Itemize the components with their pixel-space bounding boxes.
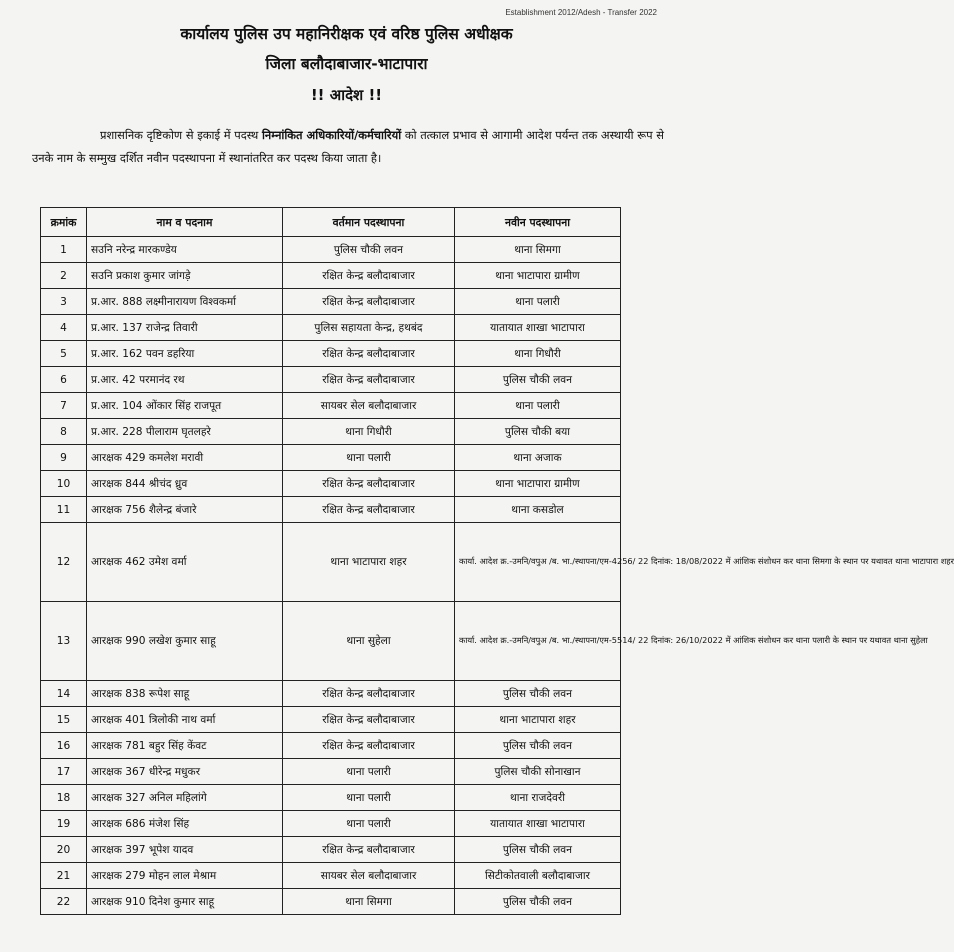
header-current-posting: वर्तमान पदस्थापना	[283, 208, 455, 237]
table-row	[41, 785, 621, 811]
current-posting-cell: रक्षित केन्द्र बलौदाबाजार	[283, 263, 455, 289]
serial-cell: 19	[41, 811, 87, 837]
new-posting-cell: पुलिस चौकी लवन	[455, 681, 621, 707]
table-row	[41, 341, 621, 367]
current-posting-cell: सायबर सेल बलौदाबाजार	[283, 863, 455, 889]
new-posting-cell: थाना भाटापारा ग्रामीण	[455, 263, 621, 289]
name-cell: आरक्षक 990 लखेश कुमार साहू	[87, 602, 283, 681]
table-row	[41, 759, 621, 785]
table-row	[41, 289, 621, 315]
new-posting-cell: थाना अजाक	[455, 445, 621, 471]
name-cell: प्र.आर. 162 पवन डहरिया	[87, 341, 283, 367]
name-cell: आरक्षक 279 मोहन लाल मेश्राम	[87, 863, 283, 889]
serial-cell: 18	[41, 785, 87, 811]
table-row	[41, 602, 621, 681]
name-cell: आरक्षक 910 दिनेश कुमार साहू	[87, 889, 283, 915]
new-posting-cell: पुलिस चौकी लवन	[455, 837, 621, 863]
header-serial: क्रमांक	[41, 208, 87, 237]
table-row	[41, 237, 621, 263]
serial-cell: 9	[41, 445, 87, 471]
current-posting-cell: थाना पलारी	[283, 811, 455, 837]
table-row	[41, 497, 621, 523]
new-posting-cell: पुलिस चौकी लवन	[455, 367, 621, 393]
serial-cell: 6	[41, 367, 87, 393]
name-cell: आरक्षक 844 श्रीचंद ध्रुव	[87, 471, 283, 497]
table-row	[41, 811, 621, 837]
new-posting-cell: थाना भाटापारा ग्रामीण	[455, 471, 621, 497]
current-posting-cell: रक्षित केन्द्र बलौदाबाजार	[283, 341, 455, 367]
new-posting-cell: सिटीकोतवाली बलौदाबाजार	[455, 863, 621, 889]
new-posting-cell: थाना भाटापारा शहर	[455, 707, 621, 733]
name-cell: प्र.आर. 104 ओंकार सिंह राजपूत	[87, 393, 283, 419]
new-posting-cell: थाना सिमगा	[455, 237, 621, 263]
serial-cell: 13	[41, 602, 87, 681]
table-row	[41, 315, 621, 341]
establishment-tag: Establishment 2012/Adesh - Transfer 2022	[505, 8, 657, 17]
header-name: नाम व पदनाम	[87, 208, 283, 237]
header-new-posting: नवीन पदस्थापना	[455, 208, 621, 237]
intro-paragraph	[32, 124, 664, 170]
current-posting-cell: थाना गिधौरी	[283, 419, 455, 445]
name-cell: प्र.आर. 228 पीलाराम घृतलहरे	[87, 419, 283, 445]
serial-cell: 8	[41, 419, 87, 445]
name-cell: आरक्षक 429 कमलेश मरावी	[87, 445, 283, 471]
intro-text-1: प्रशासनिक दृष्टिकोण से इकाई में पदस्थ	[100, 128, 262, 142]
transfer-table	[40, 207, 954, 915]
current-posting-cell: थाना पलारी	[283, 445, 455, 471]
serial-cell: 21	[41, 863, 87, 889]
serial-cell: 11	[41, 497, 87, 523]
serial-cell: 22	[41, 889, 87, 915]
table-row	[41, 889, 621, 915]
current-posting-cell: रक्षित केन्द्र बलौदाबाजार	[283, 733, 455, 759]
intro-bold-text: निम्नांकित अधिकारियों/कर्मचारियों	[261, 128, 402, 142]
current-posting-cell: रक्षित केन्द्र बलौदाबाजार	[283, 471, 455, 497]
table-row	[41, 837, 621, 863]
table-row	[41, 445, 621, 471]
intro-text-2: को तत्काल प्रभाव से आगामी आदेश पर्यन्त तक अस्थायी रूप से उनके नाम के सम्मुख दर्शित नवीन पदस्थापना में स्थानांतरित कर पदस्थ किया जाता है।	[32, 128, 664, 165]
serial-cell: 20	[41, 837, 87, 863]
district-heading: जिला बलौदाबाजार-भाटापारा	[265, 55, 428, 73]
serial-cell: 4	[41, 315, 87, 341]
name-cell: आरक्षक 756 शैलेन्द्र बंजारे	[87, 497, 283, 523]
serial-cell: 14	[41, 681, 87, 707]
table-row	[41, 471, 621, 497]
new-posting-cell: थाना पलारी	[455, 393, 621, 419]
serial-cell: 17	[41, 759, 87, 785]
name-cell: प्र.आर. 137 राजेन्द्र तिवारी	[87, 315, 283, 341]
current-posting-cell: पुलिस चौकी लवन	[283, 237, 455, 263]
table-row	[41, 733, 621, 759]
serial-cell: 16	[41, 733, 87, 759]
name-cell: प्र.आर. 42 परमानंद रथ	[87, 367, 283, 393]
table-header-row	[41, 208, 621, 237]
current-posting-cell: रक्षित केन्द्र बलौदाबाजार	[283, 707, 455, 733]
current-posting-cell: रक्षित केन्द्र बलौदाबाजार	[283, 289, 455, 315]
name-cell: आरक्षक 781 बहुर सिंह केंवट	[87, 733, 283, 759]
current-posting-cell: थाना पलारी	[283, 759, 455, 785]
serial-cell: 5	[41, 341, 87, 367]
table-row	[41, 523, 621, 602]
name-cell: आरक्षक 327 अनिल महिलांगे	[87, 785, 283, 811]
new-posting-cell: थाना पलारी	[455, 289, 621, 315]
serial-cell: 15	[41, 707, 87, 733]
table-row	[41, 419, 621, 445]
new-posting-cell: पुलिस चौकी बया	[455, 419, 621, 445]
table-row	[41, 681, 621, 707]
new-posting-cell: थाना कसडोल	[455, 497, 621, 523]
name-cell: आरक्षक 838 रूपेश साहू	[87, 681, 283, 707]
order-heading: !! आदेश !!	[310, 86, 383, 104]
current-posting-cell: थाना पलारी	[283, 785, 455, 811]
table-row	[41, 393, 621, 419]
table-row	[41, 863, 621, 889]
current-posting-cell: थाना भाटापारा शहर	[283, 523, 455, 602]
serial-cell: 12	[41, 523, 87, 602]
serial-cell: 3	[41, 289, 87, 315]
current-posting-cell: थाना सिमगा	[283, 889, 455, 915]
serial-cell: 1	[41, 237, 87, 263]
table-row	[41, 707, 621, 733]
current-posting-cell: रक्षित केन्द्र बलौदाबाजार	[283, 837, 455, 863]
new-posting-cell: पुलिस चौकी लवन	[455, 889, 621, 915]
new-posting-cell: यातायात शाखा भाटापारा	[455, 811, 621, 837]
current-posting-cell: रक्षित केन्द्र बलौदाबाजार	[283, 367, 455, 393]
name-cell: सउनि नरेन्द्र मारकण्डेय	[87, 237, 283, 263]
current-posting-cell: रक्षित केन्द्र बलौदाबाजार	[283, 497, 455, 523]
name-cell: सउनि प्रकाश कुमार जांगड़े	[87, 263, 283, 289]
new-posting-cell: पुलिस चौकी लवन	[455, 733, 621, 759]
new-posting-cell: पुलिस चौकी सोनाखान	[455, 759, 621, 785]
name-cell: आरक्षक 397 भूपेश यादव	[87, 837, 283, 863]
current-posting-cell: पुलिस सहायता केन्द्र, हथबंद	[283, 315, 455, 341]
current-posting-cell: सायबर सेल बलौदाबाजार	[283, 393, 455, 419]
serial-cell: 2	[41, 263, 87, 289]
new-posting-cell: कार्या. आदेश क्र.-उमनि/वपुअ /ब. भा./स्थापना/एम-4256/ 22 दिनांक: 18/08/2022 में आंशिक संशोधन कर थाना सिमगा के स्थान पर यथावत थाना भाटापारा शहर	[455, 523, 621, 602]
current-posting-cell: थाना सुहेला	[283, 602, 455, 681]
table-row	[41, 367, 621, 393]
name-cell: आरक्षक 401 त्रिलोकी नाथ वर्मा	[87, 707, 283, 733]
current-posting-cell: रक्षित केन्द्र बलौदाबाजार	[283, 681, 455, 707]
serial-cell: 7	[41, 393, 87, 419]
name-cell: प्र.आर. 888 लक्ष्मीनारायण विश्वकर्मा	[87, 289, 283, 315]
new-posting-cell: यातायात शाखा भाटापारा	[455, 315, 621, 341]
new-posting-cell: थाना राजदेवरी	[455, 785, 621, 811]
new-posting-cell: कार्या. आदेश क्र.-उमनि/वपुअ /ब. भा./स्थापना/एम-5514/ 22 दिनांक: 26/10/2022 में आंशिक संशोधन कर थाना पलारी के स्थान पर यथावत थाना सुहेला	[455, 602, 621, 681]
table-row	[41, 263, 621, 289]
name-cell: आरक्षक 367 धीरेन्द्र मधुकर	[87, 759, 283, 785]
new-posting-cell: थाना गिधौरी	[455, 341, 621, 367]
serial-cell: 10	[41, 471, 87, 497]
name-cell: आरक्षक 686 मंजेश सिंह	[87, 811, 283, 837]
office-heading: कार्यालय पुलिस उप महानिरीक्षक एवं वरिष्ठ पुलिस अधीक्षक	[180, 25, 513, 43]
name-cell: आरक्षक 462 उमेश वर्मा	[87, 523, 283, 602]
